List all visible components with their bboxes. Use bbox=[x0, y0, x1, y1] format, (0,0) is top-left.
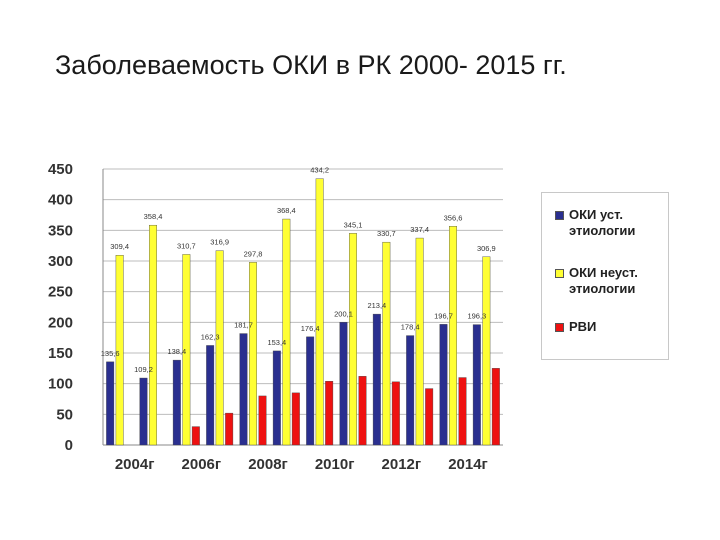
bar-series-3 bbox=[225, 413, 233, 445]
bar-series-3 bbox=[425, 389, 433, 445]
data-label: 181,7 bbox=[234, 320, 253, 330]
data-label: 135,6 bbox=[100, 348, 120, 358]
bar-series-2 bbox=[416, 238, 424, 445]
data-label: 178,4 bbox=[400, 322, 420, 332]
data-label: 196,7 bbox=[434, 311, 453, 321]
data-label: 309,4 bbox=[110, 242, 130, 252]
bar-series-2 bbox=[383, 242, 391, 445]
bar-series-1 bbox=[306, 337, 314, 445]
data-label: 310,7 bbox=[176, 241, 196, 251]
data-label: 316,9 bbox=[210, 237, 230, 247]
data-label: 356,6 bbox=[443, 213, 463, 223]
bar-series-3 bbox=[459, 378, 467, 445]
y-tick-label: 0 bbox=[64, 437, 73, 454]
y-tick-label: 150 bbox=[47, 345, 73, 362]
legend-swatch-series-2 bbox=[555, 269, 564, 278]
bar-series-1 bbox=[373, 314, 381, 445]
y-tick-label: 100 bbox=[47, 375, 73, 393]
y-tick-label: 50 bbox=[56, 406, 73, 424]
bar-series-1 bbox=[440, 324, 448, 445]
bar-series-2 bbox=[449, 226, 457, 445]
bar-series-3 bbox=[259, 396, 267, 445]
bar-series-2 bbox=[216, 251, 224, 445]
bar-series-2 bbox=[149, 225, 157, 445]
data-label: 434,2 bbox=[310, 165, 330, 175]
bar-series-3 bbox=[292, 393, 300, 445]
chart-legend bbox=[541, 192, 669, 360]
data-label: 345,1 bbox=[343, 220, 363, 230]
x-tick-label: 2012г bbox=[381, 456, 422, 473]
bar-series-3 bbox=[192, 427, 200, 445]
bar-series-3 bbox=[492, 368, 500, 445]
bar-series-1 bbox=[206, 345, 214, 445]
bar-series-1 bbox=[273, 351, 281, 445]
bar-series-2 bbox=[316, 179, 324, 445]
data-label: 196,3 bbox=[467, 311, 487, 321]
legend-item-series-3 bbox=[555, 319, 664, 335]
data-label: 358,4 bbox=[143, 212, 163, 222]
y-tick-label: 350 bbox=[47, 222, 73, 240]
bar-series-3 bbox=[325, 381, 333, 445]
data-label: 330,7 bbox=[376, 229, 396, 239]
data-label: 162,3 bbox=[200, 332, 220, 342]
data-label: 176,4 bbox=[300, 323, 320, 333]
slide-title: Заболеваемость ОКИ в РК 2000- 2015 гг. bbox=[55, 50, 567, 80]
y-tick-label: 400 bbox=[47, 191, 73, 209]
bar-series-3 bbox=[392, 382, 400, 445]
bar-series-1 bbox=[106, 362, 114, 445]
y-tick-label: 250 bbox=[47, 283, 73, 301]
y-tick-label: 450 bbox=[47, 161, 73, 178]
bar-series-1 bbox=[340, 322, 348, 445]
data-label: 306,9 bbox=[476, 243, 496, 253]
data-label: 297,8 bbox=[243, 249, 263, 259]
legend-swatch-series-1 bbox=[555, 211, 564, 220]
bar-series-2 bbox=[283, 219, 291, 445]
x-tick-label: 2010г bbox=[314, 456, 355, 473]
data-label: 368,4 bbox=[276, 206, 296, 216]
legend-swatch-series-3 bbox=[555, 323, 564, 332]
legend-label-series-2: ОКИ неуст. этиологии bbox=[569, 265, 638, 296]
x-tick-label: 2014г bbox=[448, 456, 488, 473]
x-tick-label: 2008г bbox=[248, 456, 288, 473]
x-tick-label: 2006г bbox=[181, 456, 222, 473]
bar-series-1 bbox=[473, 325, 481, 445]
bar-series-1 bbox=[240, 334, 248, 445]
data-labels bbox=[101, 166, 496, 374]
data-label: 138,4 bbox=[167, 347, 187, 357]
data-label: 109,2 bbox=[134, 365, 153, 375]
data-label: 200,1 bbox=[334, 309, 353, 319]
data-label: 337,4 bbox=[410, 225, 430, 235]
x-tick-label: 2004г bbox=[114, 456, 155, 473]
bar-series-2 bbox=[483, 257, 491, 445]
legend-label-series-3: РВИ bbox=[569, 319, 597, 334]
bar-series-1 bbox=[406, 336, 414, 445]
bar-series-1 bbox=[140, 378, 148, 445]
legend-item-series-1 bbox=[555, 207, 664, 239]
legend-label-series-1: ОКИ уст. этиологии bbox=[569, 207, 636, 238]
bar-series-1 bbox=[173, 360, 181, 445]
bar-series-3 bbox=[359, 376, 367, 445]
y-tick-label: 200 bbox=[47, 314, 73, 332]
bar-series-2 bbox=[349, 233, 357, 445]
data-label: 153,4 bbox=[267, 337, 287, 347]
data-label: 213,4 bbox=[367, 301, 387, 311]
bar-series-2 bbox=[249, 262, 257, 445]
legend-item-series-2 bbox=[555, 265, 664, 297]
y-tick-label: 300 bbox=[47, 253, 73, 270]
